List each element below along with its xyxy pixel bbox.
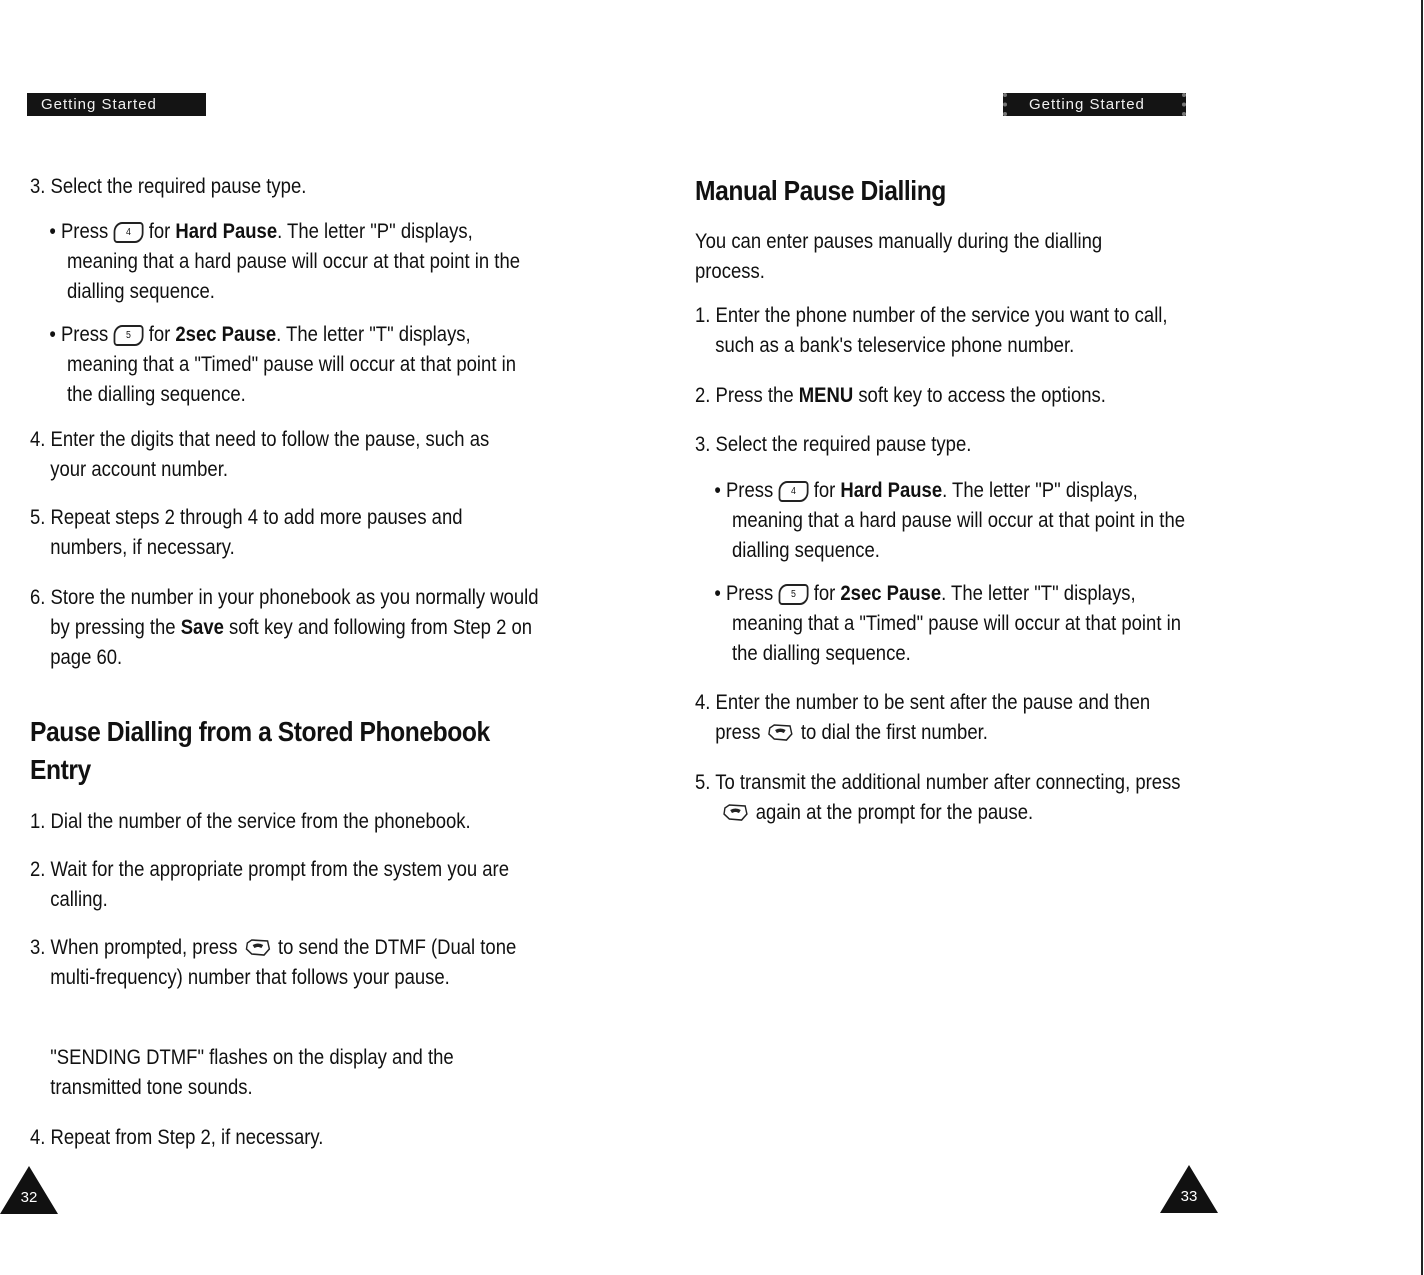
left-step-6 (30, 583, 543, 673)
hard-pause-label: Hard Pause (840, 479, 943, 502)
left-bullet-2sec-pause (49, 320, 524, 410)
left-sub-step-1: 1. Dial the number of the service from the phonebook. (30, 810, 471, 833)
send-key-icon (767, 724, 793, 742)
right-intro: You can enter pauses manually during the dialling process. (695, 230, 1103, 283)
right-step-3: 3. Select the required pause type. (695, 433, 972, 456)
send-key-icon (245, 939, 271, 957)
left-step-5: 5. Repeat steps 2 through 4 to add more pauses and numbers, if necessary. (30, 506, 463, 559)
send-key-icon (722, 804, 748, 822)
bullet-press-label: • Press (714, 479, 774, 502)
page-number-text: 32 (20, 1189, 38, 1206)
page-edge-line (1421, 0, 1423, 1275)
step-text: to send the DTMF (Dual tone multi-frequency) number that follows your pause. (50, 936, 517, 989)
bullet-description: . The letter "T" displays, meaning that a "Timed" pause will occur at that point in the dialling sequence. (66, 323, 516, 406)
bullet-description: . The letter "T" displays, meaning that a "Timed" pause will occur at that point in the dialling sequence. (731, 582, 1181, 665)
left-step-4: 4. Enter the digits that need to follow the pause, such as your account number. (30, 428, 490, 481)
bullet-press-label: • Press (714, 582, 774, 605)
left-step-3: 3. Select the required pause type. (30, 175, 307, 198)
save-label: Save (180, 616, 224, 639)
bullet-for-label: for (813, 479, 836, 502)
step-text: to dial the first number. (800, 721, 988, 744)
key-5-icon: 5 (778, 584, 808, 605)
left-note: "SENDING DTMF" flashes on the display and the transmitted tone sounds. (50, 1046, 454, 1099)
right-step-2 (695, 381, 1208, 411)
step-text: 3. When prompted, press (30, 936, 238, 959)
menu-label: MENU (798, 384, 854, 407)
left-sub-step-2: 2. Wait for the appropriate prompt from the system you are calling. (30, 858, 509, 911)
key-5-icon: 5 (113, 325, 143, 346)
bullet-description: . The letter "P" displays, meaning that a hard pause will occur at that point in the dialling sequence. (66, 220, 521, 303)
2sec-pause-label: 2sec Pause (840, 582, 942, 605)
left-bullet-hard-pause (49, 217, 524, 307)
bullet-for-label: for (813, 582, 836, 605)
hard-pause-label: Hard Pause (175, 220, 278, 243)
bullet-press-label: • Press (49, 220, 109, 243)
right-bullet-2sec-pause (714, 579, 1202, 669)
step-text: 5. To transmit the additional number after connecting, press (695, 771, 1181, 794)
page-number-right (1160, 1165, 1218, 1215)
step-text: 2. Press the (695, 384, 794, 407)
step-text: 4. Enter the number to be sent after the pause and then press (695, 691, 1151, 744)
key-4-icon: 4 (113, 222, 143, 243)
step-text: 6. Store the number in your phonebook as you normally would by pressing the (30, 586, 539, 639)
2sec-pause-label: 2sec Pause (175, 323, 277, 346)
bullet-for-label: for (148, 323, 171, 346)
page-number-left (0, 1166, 58, 1216)
step-text: again at the prompt for the pause. (755, 801, 1034, 824)
right-step-1: 1. Enter the phone number of the service you want to call, such as a bank's teleservice phone number. (695, 304, 1168, 357)
step-text: soft key to access the options. (858, 384, 1106, 407)
section-tag-left: Getting Started (27, 93, 206, 116)
bullet-description: . The letter "P" displays, meaning that a hard pause will occur at that point in the dialling sequence. (731, 479, 1186, 562)
key-4-icon: 4 (778, 481, 808, 502)
right-section-heading: Manual Pause Dialling (695, 175, 946, 206)
step-text: soft key and following from Step 2 on page 60. (50, 616, 533, 669)
bullet-for-label: for (148, 220, 171, 243)
right-step-4 (695, 688, 1190, 748)
left-sub-step-3 (30, 933, 543, 993)
left-sub-step-4: 4. Repeat from Step 2, if necessary. (30, 1126, 324, 1149)
page-number-text: 33 (1180, 1188, 1198, 1205)
bullet-press-label: • Press (49, 323, 109, 346)
right-step-5 (695, 768, 1212, 828)
section-tag-right: Getting Started (1003, 93, 1186, 116)
right-bullet-hard-pause (714, 476, 1202, 566)
left-section-heading: Pause Dialling from a Stored Phonebook Entry (30, 716, 490, 785)
